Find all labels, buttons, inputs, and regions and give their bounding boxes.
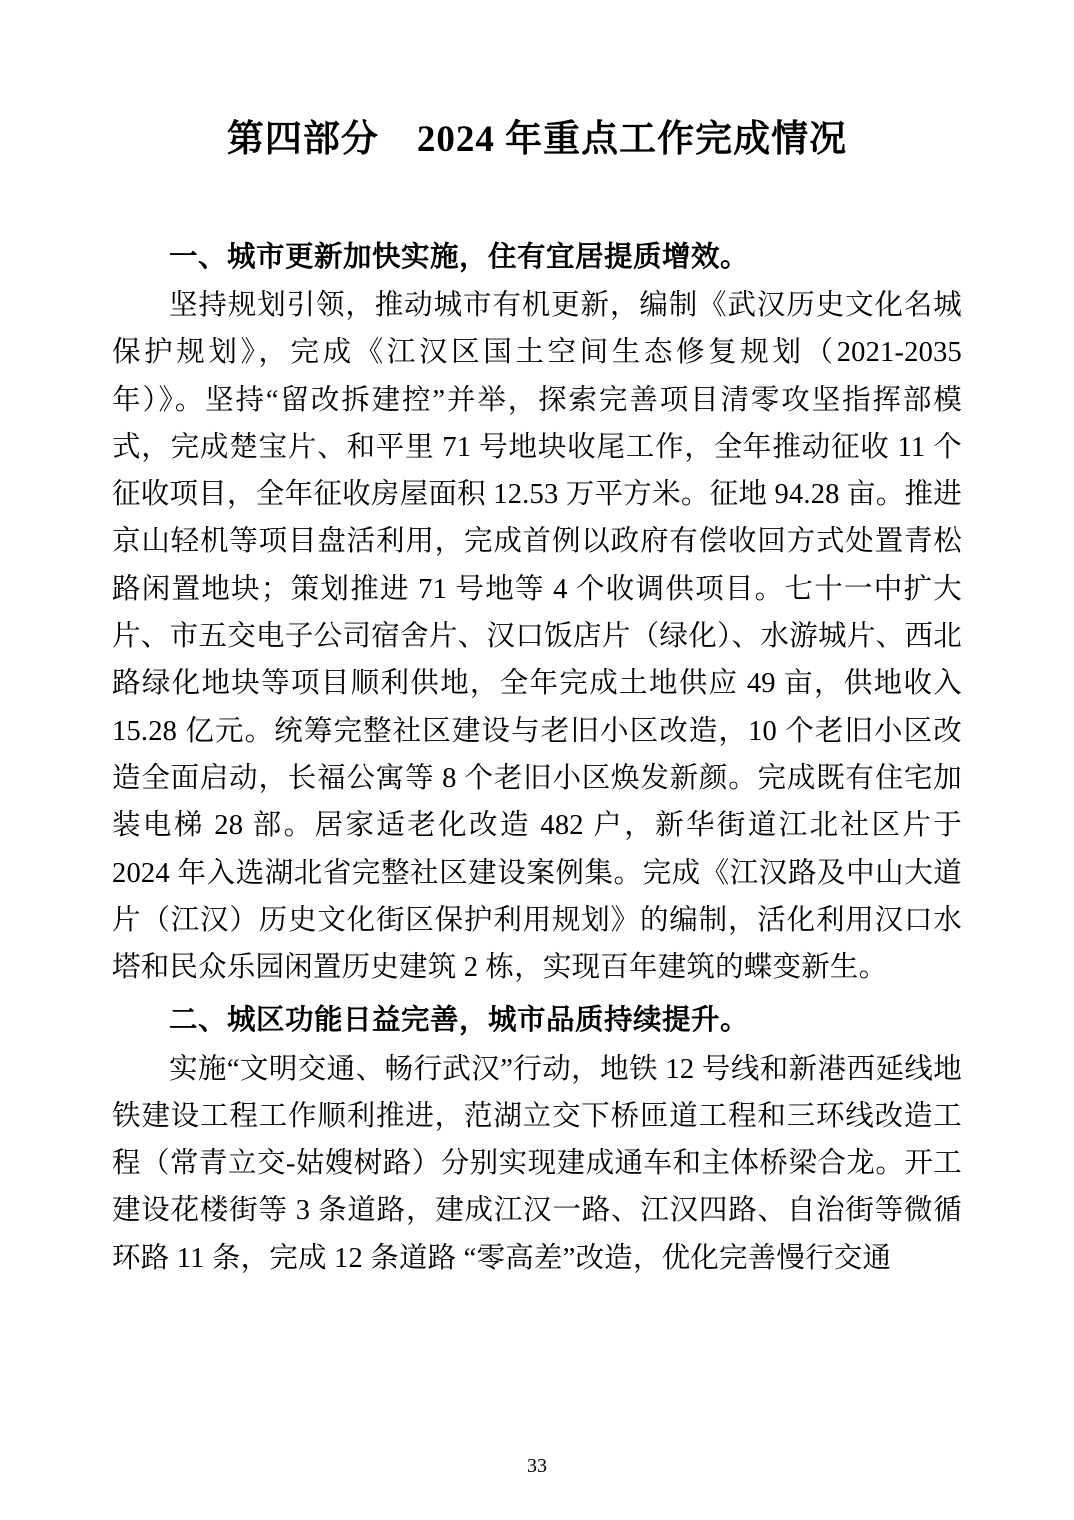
section-paragraph-1: 坚持规划引领，推动城市有机更新，编制《武汉历史文化名城保护规划》，完成《江汉区国土空间生态修复规划（2021-2035 年）》。坚持“留改拆建控”并举，探索完善项目清零攻坚指挥部模式，完成楚宝片、和平里 71 号地块收尾工作，全年推动征收 11 个征收项目，全年征收房屋面积 12.53 万平方米。征地 94.28 亩。推进京山轻机等项目盘活利用，完成首例以政府有偿收回方式处置青松路闲置地块；策划推进 71 号地等 4 个收调供项目。七十一中扩大片、市五交电子公司宿舍片、汉口饭店片（绿化）、水游城片、西北路绿化地块等项目顺利供地，全年完成土地供应 49 亩，供地收入 15.28 亿元。统筹完整社区建设与老旧小区改造，10 个老旧小区改造全面启动，长福公寓等 8 个老旧小区焕发新颜。完成既有住宅加装电梯 28 部。居家适老化改造 482 户，新华街道江北社区片于 2024 年入选湖北省完整社区建设案例集。完成《江汉路及中山大道片（江汉）历史文化街区保护利用规划》的编制，活化利用汉口水塔和民众乐园闲置历史建筑 2 栋，实现百年建筑的蝶变新生。	[112, 289, 962, 984]
section-heading-1: 一、城市更新加快实施，住有宜居提质增效。	[169, 238, 750, 273]
page-title: 第四部分 2024 年重点工作完成情况	[226, 119, 848, 160]
section-paragraph-2: 实施“文明交通、畅行武汉”行动，地铁 12 号线和新港西延线地铁建设工程工作顺利推进，范湖立交下桥匝道工程和三环线改造工程（常青立交-姑嫂树路）分别实现建成通车和主体桥梁合龙。开工建设花楼街等 3 条道路，建成江汉一路、江汉四路、自治街等微循环路 11 条，完成 12 条道路 “零高差”改造，优化完善慢行交通	[112, 1053, 962, 1274]
section-heading-2: 二、城区功能日益完善，城市品质持续提升。	[169, 1002, 750, 1037]
page-number: 33	[527, 1455, 547, 1477]
